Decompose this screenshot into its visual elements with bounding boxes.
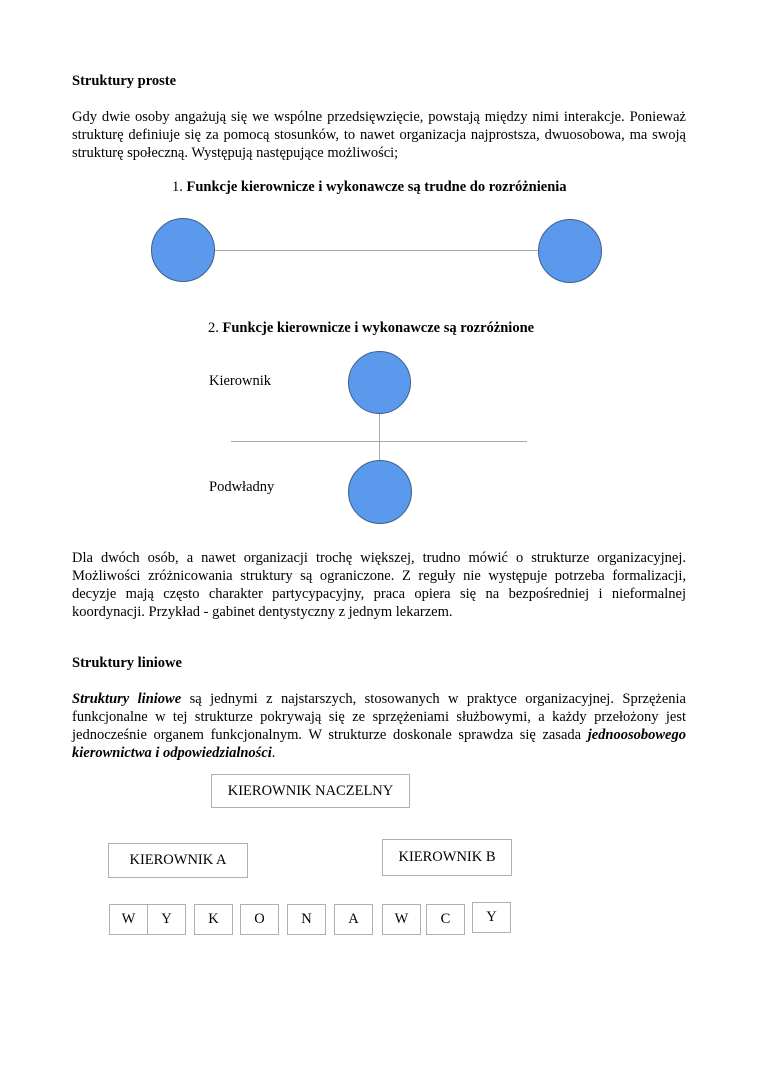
diagram2-caption-text: Funkcje kierownicze i wykonawcze są rozróżnione [222,320,535,336]
diagram2-divider [231,441,527,442]
conclusion-paragraph: Dla dwóch osób, a nawet organizacji trochę większej, trudno mówić o strukturze organizacyjnej. Możliwości zróżnicowania struktury są ograniczone. Z reguły nie występuje potrzeba formalizacji, decyzje mają często charakter partycypacyjny, praca opiera się na bezpośredniej i nieformalnej koordynacji. Przykład - gabinet dentystyczny z jednym lekarzem. [72,550,686,620]
diagram2-label-subordinate: Podwładny [209,479,275,495]
diagram1-node-left [151,218,215,282]
worker-box: W [109,904,148,935]
diagram1-caption-text: Funkcje kierownicze i wykonawcze są trudne do rozróżnienia [186,179,567,195]
diagram1-connector [183,250,571,251]
linear-intro-end: . [271,745,276,761]
diagram2-caption [208,320,534,337]
worker-box: A [334,904,373,935]
worker-box: N [287,904,326,935]
worker-box: C [426,904,465,935]
diagram1-node-right [538,219,602,283]
diagram2-number: 2. [208,320,219,336]
diagram2-node-subordinate [348,460,412,524]
diagram1-number: 1. [172,179,183,195]
worker-box: Y [472,902,511,933]
section-heading-linear: Struktury liniowe [72,655,182,671]
intro-paragraph: Gdy dwie osoby angażują się we wspólne przedsięwzięcie, powstają między nimi interakcje. Ponieważ strukturę definiuje się za pomocą stosunków, to nawet organizacja najprostsza, dwuosobowa, ma swoją strukturę społeczną. Występują następujące możliwości; [72,109,686,161]
org-box-chief: KIEROWNIK NACZELNY [211,774,410,808]
section-heading-simple: Struktury proste [72,73,177,89]
worker-box: W [382,904,421,935]
diagram2-label-manager: Kierownik [209,373,272,389]
linear-intro-paragraph [72,690,686,762]
worker-box: O [240,904,279,935]
org-box-manager-a: KIEROWNIK A [108,843,248,878]
diagram1-caption [172,179,567,196]
linear-intro-text: są jednymi z najstarszych, stosowanych w praktyce organizacyjnej. Sprzężenia funkcjonalne w tej strukturze pokrywają się ze sprzężeniami służbowymi, a każdy przełożony jest jednocześnie organem funkcjonalnym. W strukturze doskonale sprawdza się zasada [72,691,686,743]
worker-box: K [194,904,233,935]
diagram2-node-manager [348,351,411,414]
linear-term: Struktury liniowe [72,691,182,707]
worker-box: Y [147,904,186,935]
org-box-manager-b: KIEROWNIK B [382,839,512,876]
principle-term: jednoosobowego kierownictwa i odpowiedzialności [72,727,686,761]
